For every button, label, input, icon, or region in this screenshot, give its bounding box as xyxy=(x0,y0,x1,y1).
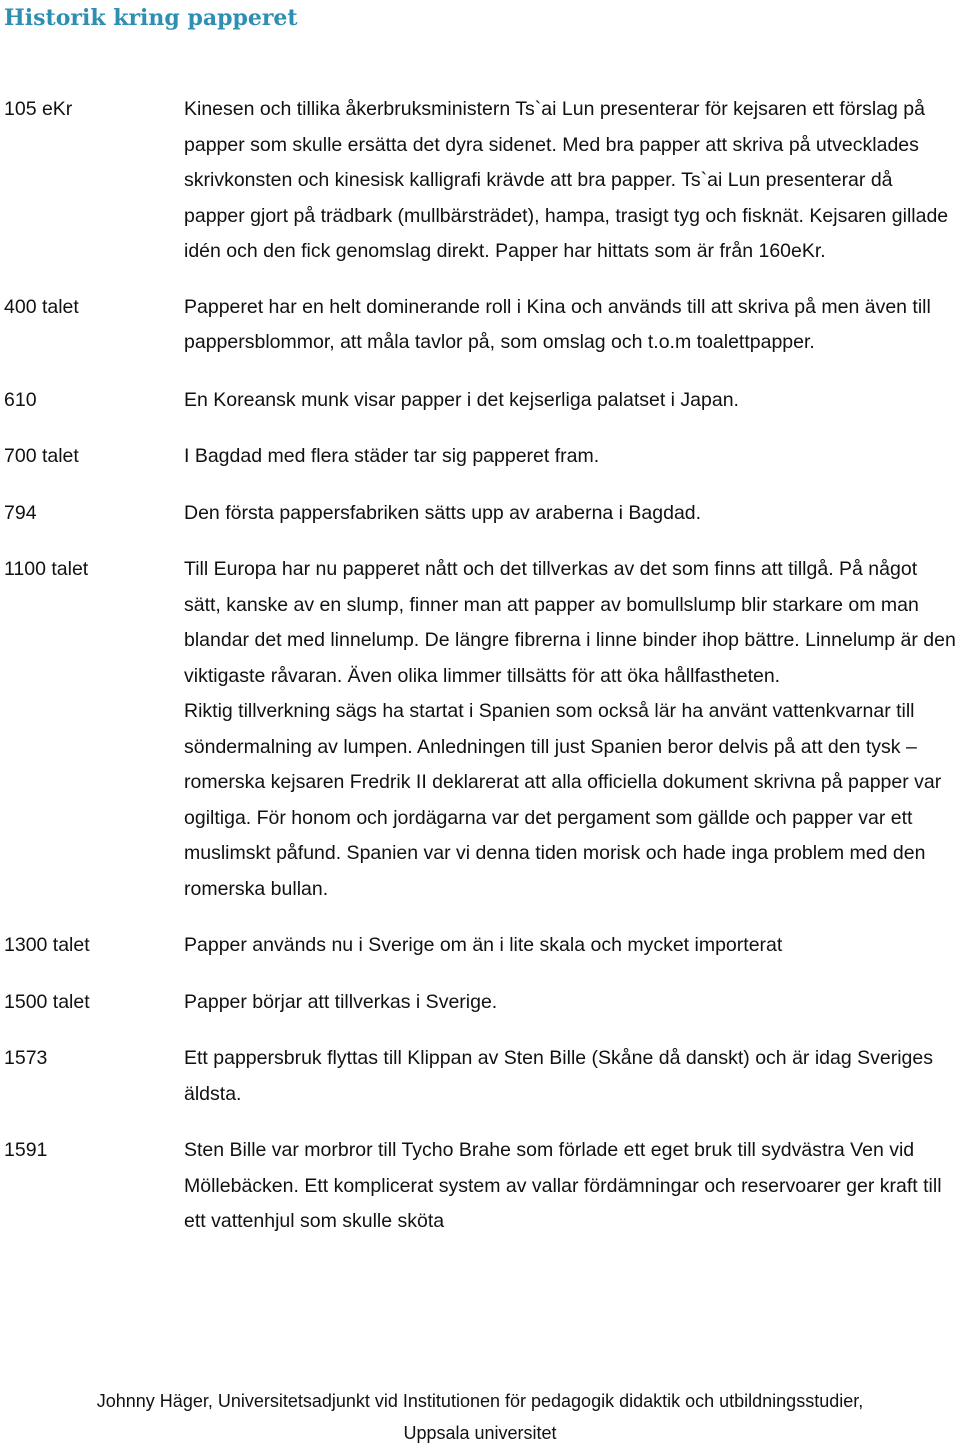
entry-text xyxy=(184,383,960,419)
entry-paragraph: En Koreansk munk visar papper i det kejserliga palatset i Japan. xyxy=(184,388,739,411)
entry-date: 610 xyxy=(4,388,37,411)
entry-date: 1591 xyxy=(4,1139,48,1161)
entry-text xyxy=(184,92,960,270)
timeline-entry xyxy=(0,92,960,270)
entry-date: 1100 talet xyxy=(4,558,89,580)
entry-date: 1573 xyxy=(4,1047,48,1069)
entry-paragraph: Papper börjar att tillverkas i Sverige. xyxy=(184,990,498,1013)
timeline-entry xyxy=(0,1041,960,1112)
entry-date: 1500 talet xyxy=(4,990,90,1013)
entry-paragraph: Riktig tillverkning sägs ha startat i Spanien som också lär ha använt vattenkvarnar till söndermalning av lumpen. Anledningen till just Spanien beror delvis på att den tysk – romerska kejsaren Fredrik II deklarerat att alla officiella dokument skrivna på papper var ogiltiga. För honom och jordägarna var det pergament som gällde och papper var ett muslimskt påfund. Spanien var vi denna tiden morisk och hade inga problem med den romerska bullan. xyxy=(184,700,942,900)
entry-paragraph: Papper används nu i Sverige om än i lite skala och mycket importerat xyxy=(184,934,783,956)
entry-date: 700 talet xyxy=(4,445,79,467)
timeline-entry xyxy=(0,985,960,1021)
entry-text xyxy=(184,290,960,361)
timeline-entry xyxy=(0,383,960,419)
entry-text xyxy=(184,552,960,907)
entry-paragraph: Kinesen och tillika åkerbruksministern Ts`ai Lun presenterar för kejsaren ett förslag på papper som skulle ersätta det dyra sidenet. Med bra papper att skriva på utvecklades skrivkonsten och kinesisk kalligrafi krävde att bra papper. Ts`ai Lun presenterar då papper gjort på trädbark (mullbärsträdet), hampa, trasigt tyg och fisknät. Kejsaren gillade idén och den fick genomslag direkt. Papper har hittats som är från 160eKr. xyxy=(184,98,949,262)
entry-text xyxy=(184,985,960,1021)
entry-text xyxy=(184,1041,960,1112)
entry-text xyxy=(184,439,960,475)
timeline-entry xyxy=(0,552,960,907)
timeline-entry xyxy=(0,496,960,532)
entry-date: 105 eKr xyxy=(4,98,73,120)
entry-paragraph: Papperet har en helt dominerande roll i Kina och används till att skriva på men även till pappersblommor, att måla tavlor på, som omslag och t.o.m toalettpapper. xyxy=(184,295,931,353)
timeline xyxy=(0,92,960,1240)
entry-text xyxy=(184,1133,960,1240)
entry-paragraph: Sten Bille var morbror till Tycho Brahe som förlade ett eget bruk till sydvästra Ven vid Möllebäcken. Ett komplicerat system av vallar fördämningar och reservoarer ger kraft till ett vattenhjul som skulle sköta xyxy=(184,1139,942,1232)
page-title: Historik kring papperet xyxy=(4,5,298,31)
entry-paragraph: I Bagdad med flera städer tar sig papperet fram. xyxy=(184,445,600,467)
entry-date: 400 talet xyxy=(4,295,79,318)
entry-paragraph: Den första pappersfabriken sätts upp av araberna i Bagdad. xyxy=(184,501,702,524)
entry-text xyxy=(184,496,960,532)
entry-text xyxy=(184,928,960,964)
entry-date: 1300 talet xyxy=(4,934,90,956)
footer-author-line: Johnny Häger, Universitetsadjunkt vid Institutionen för pedagogik didaktik och utbildningsstudier, xyxy=(96,1391,864,1411)
entry-paragraph: Ett pappersbruk flyttas till Klippan av Sten Bille (Skåne då danskt) och är idag Sveriges äldsta. xyxy=(184,1047,933,1105)
timeline-entry xyxy=(0,439,960,475)
timeline-entry xyxy=(0,928,960,964)
footer-university-line: Uppsala universitet xyxy=(403,1423,557,1443)
timeline-entry xyxy=(0,290,960,361)
timeline-entry xyxy=(0,1133,960,1240)
entry-paragraph: Till Europa har nu papperet nått och det tillverkas av det som finns att tillgå. På något sätt, kanske av en slump, finner man att papper av bomullslump blir starkare om man blandar det med linnelump. De längre fibrerna i linne binder ihop bättre. Linnelump är den viktigaste råvaran. Även olika limmer tillsätts för att öka hållfastheten. xyxy=(184,558,956,687)
entry-date: 794 xyxy=(4,501,37,524)
page-footer xyxy=(0,1385,960,1450)
